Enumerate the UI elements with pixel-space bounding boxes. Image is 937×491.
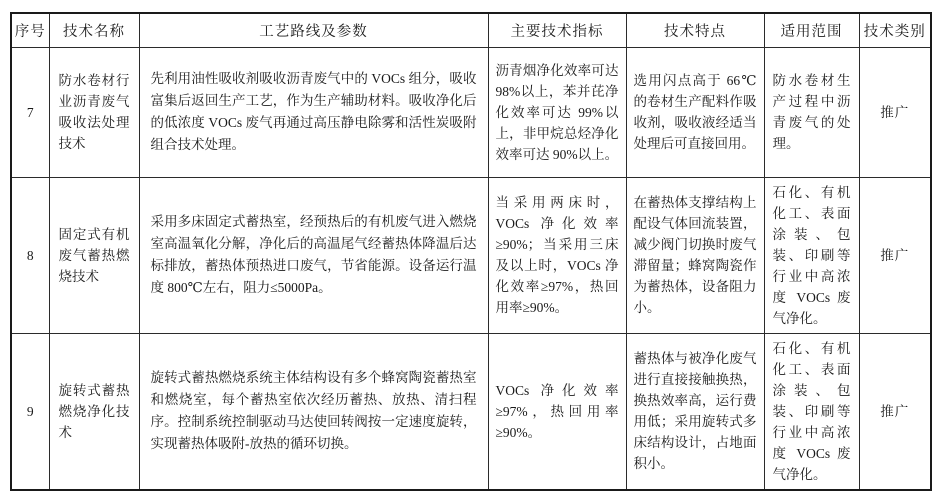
- cell-indicators: 沥青烟净化效率可达 98%以上，苯并芘净化效率可达 99%以上，非甲烷总烃净化效率可达 90%以上。: [488, 47, 626, 177]
- cell-process: 采用多床固定式蓄热室，经预热后的有机废气进入燃烧室高温氧化分解，净化后的高温尾气经蓄热体降温后达标排放，蓄热体预热进口废气，节省能源。设备运行温度 800℃左右，阻力≤5000Pa。: [139, 177, 488, 333]
- cell-features: 选用闪点高于 66℃ 的卷材生产配料作吸收剂，吸收液经适当处理后可直接回用。: [626, 47, 764, 177]
- table-row: [11, 47, 931, 177]
- column-header-process: 工艺路线及参数: [139, 13, 488, 47]
- cell-indicators: 当采用两床时，VOCs 净化效率≥90%；当采用三床及以上时，VOCs 净化效率≥97%，热回用率≥90%。: [488, 177, 626, 333]
- table-row: [11, 333, 931, 490]
- cell-features: 蓄热体与被净化废气进行直接接触换热，换热效率高，运行费用低；采用旋转式多床结构设计，占地面积小。: [626, 333, 764, 490]
- cell-scope: 防水卷材生产过程中沥青废气的处理。: [764, 47, 859, 177]
- cell-category: 推广: [859, 47, 931, 177]
- cell-category: 推广: [859, 333, 931, 490]
- table-row: [11, 177, 931, 333]
- column-header-category: 技术类别: [859, 13, 931, 47]
- column-header-no: 序号: [11, 13, 49, 47]
- cell-process: 旋转式蓄热燃烧系统主体结构设有多个蜂窝陶瓷蓄热室和燃烧室，每个蓄热室依次经历蓄热、放热、清扫程序。控制系统控制驱动马达使回转阀按一定速度旋转，实现蓄热体吸附-放热的循环切换。: [139, 333, 488, 490]
- cell-no: 7: [11, 47, 49, 177]
- vocs-technology-table: [10, 12, 932, 491]
- cell-scope: 石化、有机化工、表面涂装、包装、印刷等行业中高浓度 VOCs 废气净化。: [764, 333, 859, 490]
- cell-category: 推广: [859, 177, 931, 333]
- cell-indicators: VOCs 净化效率≥97%，热回用率≥90%。: [488, 333, 626, 490]
- cell-no: 9: [11, 333, 49, 490]
- cell-name: 旋转式蓄热燃烧净化技术: [49, 333, 139, 490]
- document-table-container: [10, 12, 932, 491]
- column-header-features: 技术特点: [626, 13, 764, 47]
- cell-scope: 石化、有机化工、表面涂装、包装、印刷等行业中高浓度 VOCs 废气净化。: [764, 177, 859, 333]
- cell-name: 固定式有机废气蓄热燃烧技术: [49, 177, 139, 333]
- cell-process: 先利用油性吸收剂吸收沥青废气中的 VOCs 组分，吸收富集后返回生产工艺，作为生产辅助材料。吸收净化后的低浓度 VOCs 废气再通过高压静电除雾和活性炭吸附组合技术处理。: [139, 47, 488, 177]
- column-header-scope: 适用范围: [764, 13, 859, 47]
- cell-no: 8: [11, 177, 49, 333]
- table-header-row: [11, 13, 931, 47]
- cell-features: 在蓄热体支撑结构上配设气体回流装置，减少阀门切换时废气滞留量；蜂窝陶瓷作为蓄热体，设备阻力小。: [626, 177, 764, 333]
- column-header-name: 技术名称: [49, 13, 139, 47]
- column-header-indicators: 主要技术指标: [488, 13, 626, 47]
- cell-name: 防水卷材行业沥青废气吸收法处理技术: [49, 47, 139, 177]
